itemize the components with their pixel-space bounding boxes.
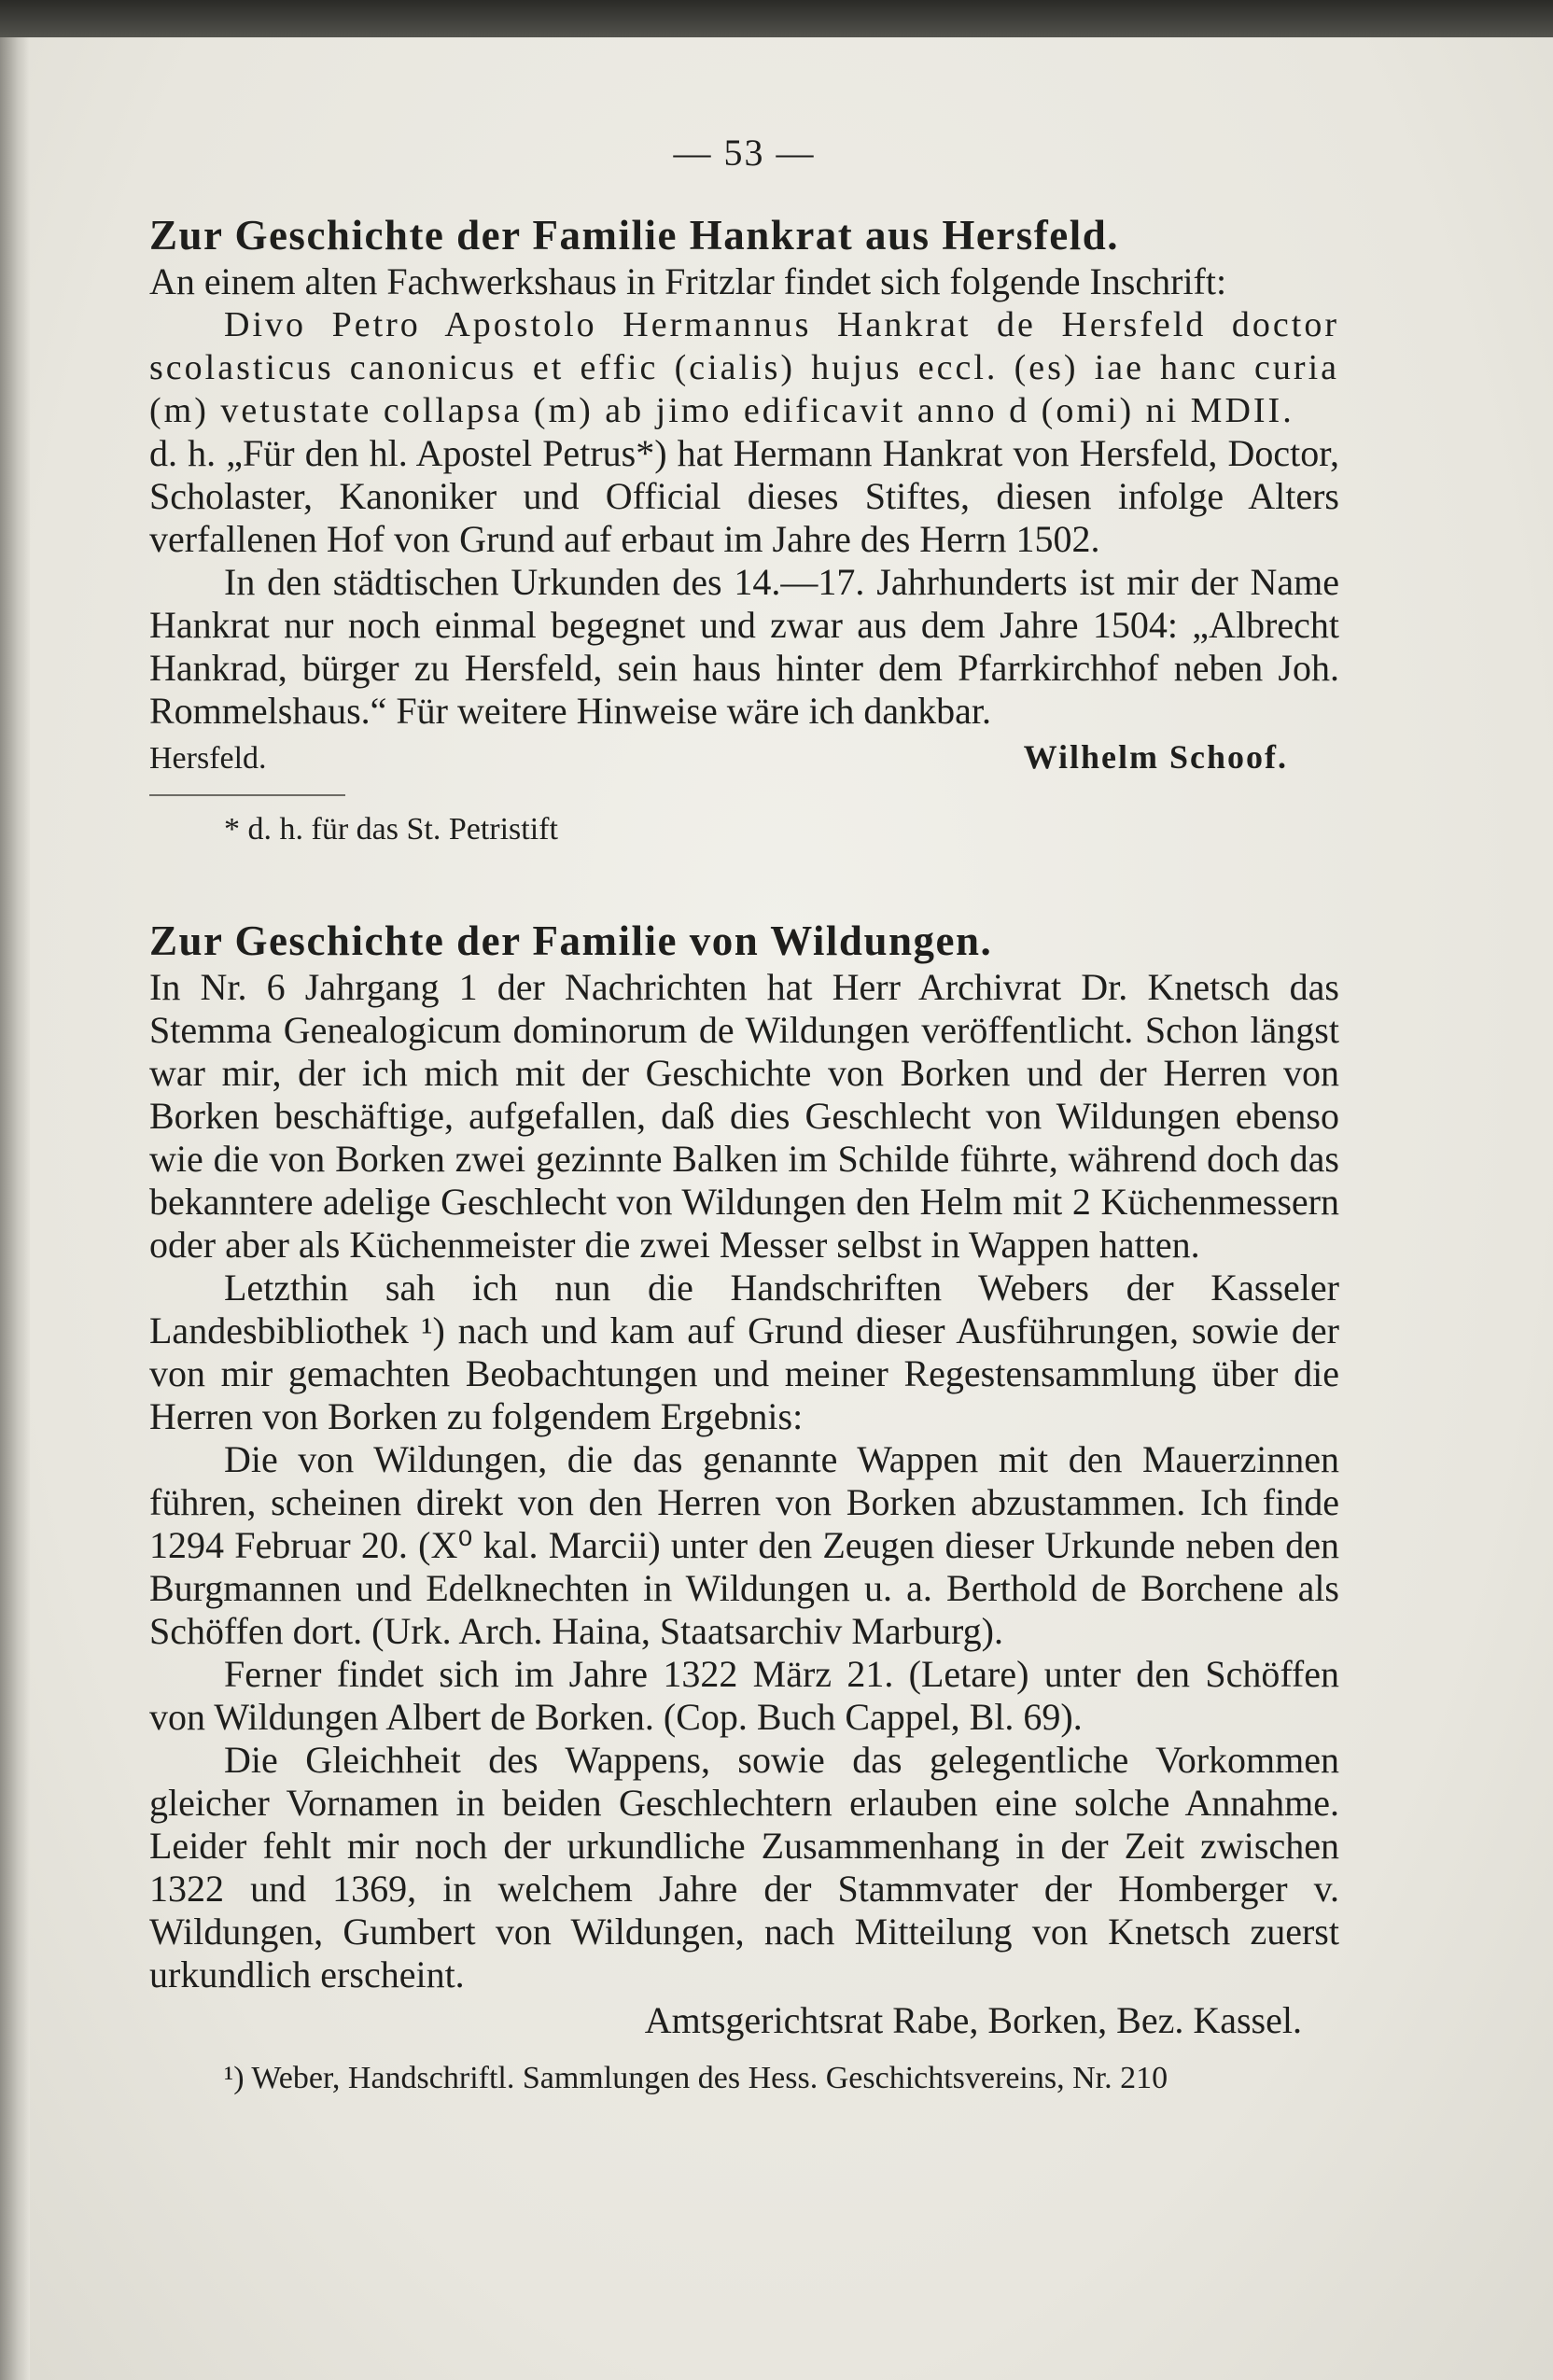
article1-translation: d. h. „Für den hl. Apostel Petrus*) hat Hermann Hankrat von Hersfeld, Doctor, Scholaster, Kanoniker und Official dieses Stiftes, diesen infolge Alters verfallenen Hof von Grund auf erbaut im Jahre des Herrn 1502. (149, 432, 1339, 560)
article2-footnote: ¹) Weber, Handschriftl. Sammlungen des Hess. Geschichtsvereins, Nr. 210 (224, 2061, 1168, 2095)
article1-footnote: * d. h. für das St. Petristift (224, 812, 558, 847)
page-number: — 53 — (673, 132, 816, 174)
page-content (149, 93, 1339, 2099)
article2-title: Zur Geschichte der Familie von Wildungen. (149, 917, 993, 964)
article2-paragraph5: Die Gleichheit des Wappens, sowie das gelegentliche Vorkommen gleicher Vornamen in beiden Geschlechtern erlauben eine solche Annahme. Leider fehlt mir noch der urkundliche Zusammenhang in der Zeit zwischen 1322 und 1369, in welchem Jahre der Stammvater der Homberger v. Wildungen, Gumbert von Wildungen, nach Mitteilung von Knetsch zuerst urkundlich erscheint. (149, 1739, 1339, 1995)
article1-signature-row (149, 735, 1339, 781)
footnote-divider (149, 794, 345, 796)
article1-latin-inscription: Divo Petro Apostolo Hermannus Hankrat de Hersfeld doctor scolasticus canonicus et effic (cialis) hujus eccl. (es) iae hanc curia (m) vetustate collapsa (m) ab jimo edificavit anno d (omi) ni MDII. (149, 305, 1339, 430)
article2-signature: Amtsgerichtsrat Rabe, Borken, Bez. Kassel. (644, 1999, 1302, 2041)
article-separator (149, 850, 1339, 916)
article1-place: Hersfeld. (149, 741, 267, 776)
article1-author: Wilhelm Schoof. (1023, 738, 1288, 776)
article2-paragraph1: In Nr. 6 Jahrgang 1 der Nachrichten hat Herr Archivrat Dr. Knetsch das Stemma Genealogicum dominorum de Wildungen veröffentlicht. Schon längst war mir, der ich mich mit der Geschichte von Borken und der Herren von Borken beschäftige, aufgefallen, daß dies Geschlecht von Wildungen ebenso wie die von Borken zwei gezinnte Balken im Schilde führte, während doch das bekanntere adelige Geschlecht von Wildungen den Helm mit 2 Küchenmessern oder aber als Küchenmeister die zwei Messer selbst in Wappen hatten. (149, 966, 1339, 1266)
footnote-spacer (149, 2045, 1339, 2058)
article1-paragraph2: In den städtischen Urkunden des 14.—17. Jahrhunderts ist mir der Name Hankrat nur noch einmal begegnet und zwar aus dem Jahre 1504: „Albrecht Hankrad, bürger zu Hersfeld, sein haus hinter dem Pfarrkirchhof neben Joh. Rommelshaus.“ Für weitere Hinweise wäre ich dankbar. (149, 561, 1339, 732)
article1-intro: An einem alten Fachwerkshaus in Fritzlar findet sich folgende Inschrift: (149, 260, 1227, 302)
article2-paragraph3: Die von Wildungen, die das genannte Wappen mit den Mauerzinnen führen, scheinen direkt von den Herren von Borken abzustammen. Ich finde 1294 Februar 20. (X⁰ kal. Marcii) unter den Zeugen dieser Urkunde neben den Burgmannen und Edelknechten in Wildungen u. a. Berthold de Borchene als Schöffen dort. (Urk. Arch. Haina, Staatsarchiv Marburg). (149, 1438, 1339, 1652)
article2-paragraph2: Letzthin sah ich nun die Handschriften Webers der Kasseler Landesbibliothek ¹) nach und kam auf Grund dieser Ausführungen, sowie der von mir gemachten Beobachtungen und meiner Regestensammlung über die Herren von Borken zu folgendem Ergebnis: (149, 1267, 1339, 1437)
article2-paragraph4: Ferner findet sich im Jahre 1322 März 21. (Letare) unter den Schöffen von Wildungen Albert de Borken. (Cop. Buch Cappel, Bl. 69). (149, 1653, 1339, 1738)
article1-title: Zur Geschichte der Familie Hankrat aus Hersfeld. (149, 212, 1120, 259)
page-gutter (0, 37, 30, 2380)
